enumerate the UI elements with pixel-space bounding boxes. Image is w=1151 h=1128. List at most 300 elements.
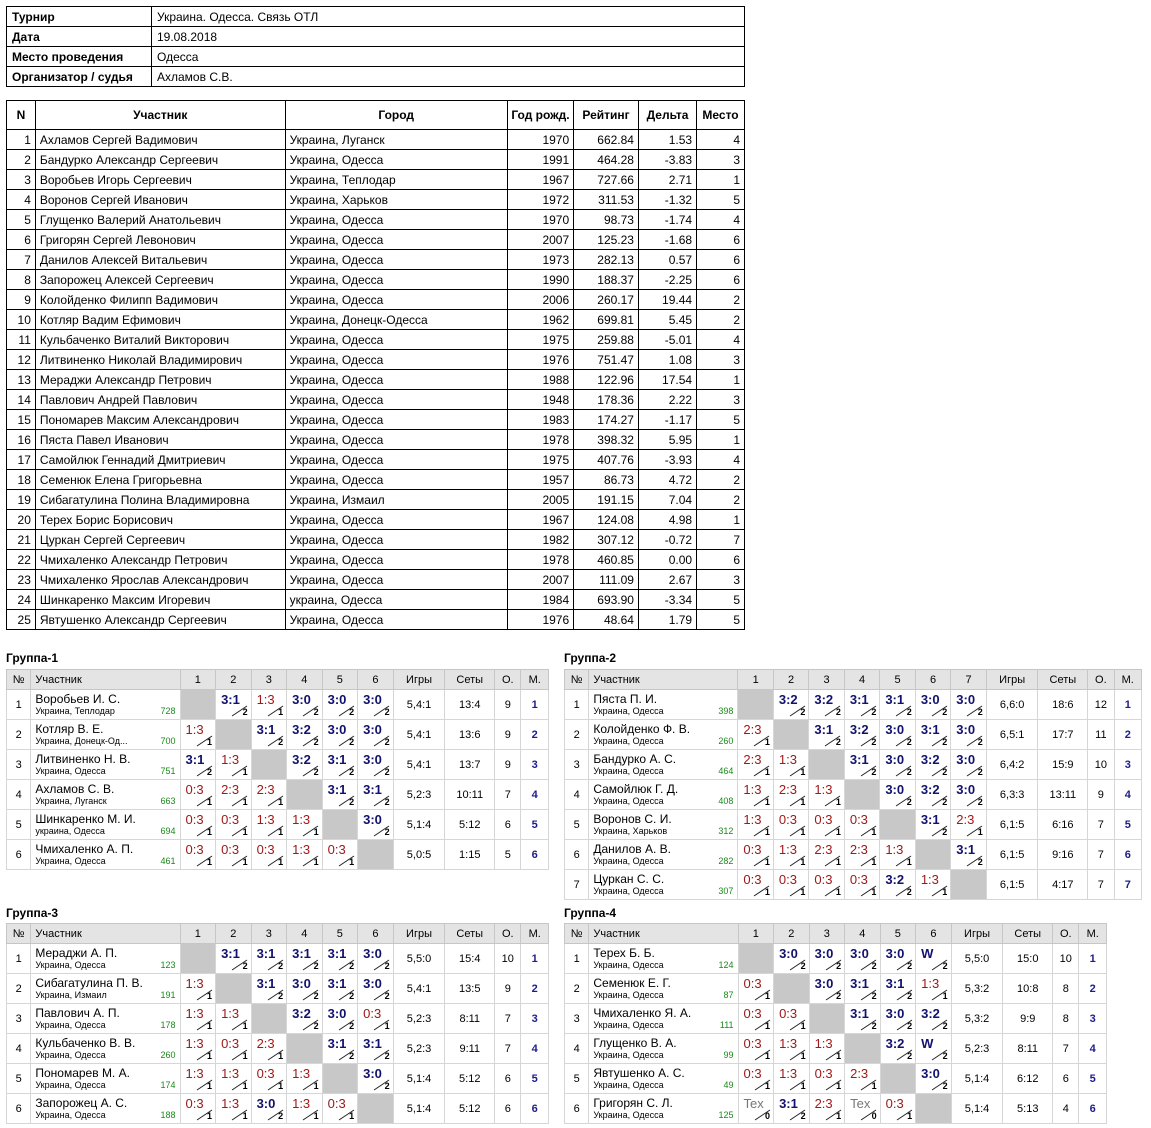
match-points: 2 xyxy=(907,961,913,971)
table-cell: Данилов Алексей Витальевич xyxy=(35,250,285,270)
table-cell: 25 xyxy=(7,610,36,630)
match-result-cell xyxy=(773,720,808,750)
table-cell: -0.72 xyxy=(638,530,696,550)
games-cell: 5,1:4 xyxy=(951,1064,1003,1094)
sets-cell: 4:17 xyxy=(1038,870,1088,900)
table-cell: Глущенко Валерий Анатольевич xyxy=(35,210,285,230)
player-rating: 260 xyxy=(718,736,734,746)
table-row xyxy=(7,370,745,390)
match-result-cell xyxy=(809,1004,845,1034)
table-cell: 3 xyxy=(697,390,745,410)
match-result-cell xyxy=(773,690,808,720)
games-cell: 5,4:1 xyxy=(393,974,445,1004)
table-cell: 260.17 xyxy=(574,290,639,310)
header-games: Игры xyxy=(393,924,445,944)
player-rating: 188 xyxy=(160,1110,176,1120)
points-cell: 10 xyxy=(1053,944,1079,974)
match-score: 0:3 xyxy=(256,1066,275,1081)
match-result-cell xyxy=(216,720,252,750)
match-score: 0:3 xyxy=(221,1036,240,1051)
table-cell: 6 xyxy=(697,550,745,570)
match-points: 2 xyxy=(907,991,913,1001)
match-score: 3:0 xyxy=(956,692,976,707)
match-result-cell xyxy=(180,720,216,750)
match-score: 3:1 xyxy=(363,1036,382,1051)
games-cell: 5,0:5 xyxy=(393,840,445,870)
player-name: Пяста П. И. xyxy=(593,692,658,706)
table-cell: 1983 xyxy=(507,410,573,430)
group-header-row xyxy=(565,924,1107,944)
row-num: 4 xyxy=(7,1034,31,1064)
table-cell: 1.53 xyxy=(638,130,696,150)
match-result-cell xyxy=(180,1004,216,1034)
match-result-cell xyxy=(216,974,252,1004)
header-opponent-1: 1 xyxy=(180,924,216,944)
match-result-cell xyxy=(844,810,879,840)
match-points: 2 xyxy=(384,991,390,1001)
table-cell: -1.68 xyxy=(638,230,696,250)
table-cell: Павлович Андрей Павлович xyxy=(35,390,285,410)
match-score: 3:1 xyxy=(885,692,905,707)
match-points: 2 xyxy=(313,1021,319,1031)
match-points: 2 xyxy=(942,1021,948,1031)
match-points: 2 xyxy=(349,767,355,777)
match-result-cell xyxy=(951,750,986,780)
match-score: 3:2 xyxy=(849,722,869,737)
table-cell: Украина, Теплодар xyxy=(285,170,507,190)
match-score: 0:3 xyxy=(778,872,797,887)
match-score: 1:3 xyxy=(920,872,939,887)
player-city: Украина, Одесса xyxy=(593,706,664,716)
games-cell: 6,6:0 xyxy=(986,690,1038,720)
table-cell: Бандурко Александр Сергеевич xyxy=(35,150,285,170)
match-score: 1:3 xyxy=(292,842,311,857)
table-row xyxy=(7,570,745,590)
header-opponent-5: 5 xyxy=(322,924,358,944)
table-cell: 11 xyxy=(7,330,36,350)
match-score: 3:1 xyxy=(256,976,276,991)
match-score: 3:1 xyxy=(920,722,940,737)
table-cell: 7 xyxy=(7,250,36,270)
match-result-cell xyxy=(880,1034,916,1064)
match-points: 1 xyxy=(242,1021,248,1031)
player-rating: 124 xyxy=(718,960,734,970)
match-result-cell xyxy=(322,690,358,720)
match-score: 0:3 xyxy=(221,842,240,857)
player-city: Украина, Одесса xyxy=(593,1110,664,1120)
sets-cell: 13:5 xyxy=(445,974,495,1004)
games-cell: 5,1:4 xyxy=(393,1064,445,1094)
group-row xyxy=(7,1094,549,1124)
player-name: Колойденко Ф. В. xyxy=(593,722,691,736)
match-score: 0:3 xyxy=(778,812,797,827)
place-cell: 7 xyxy=(1114,870,1141,900)
place-cell: 2 xyxy=(1079,974,1107,1004)
table-cell: 21 xyxy=(7,530,36,550)
match-result-cell xyxy=(322,1004,358,1034)
header-opponent-4: 4 xyxy=(844,670,879,690)
match-result-cell xyxy=(915,780,950,810)
match-result-cell xyxy=(287,1094,323,1124)
table-cell: 7.04 xyxy=(638,490,696,510)
match-result-cell xyxy=(773,810,808,840)
match-score: 2:3 xyxy=(256,782,275,797)
player-name: Данилов А. В. xyxy=(593,842,671,856)
table-cell: Пономарев Максим Александрович xyxy=(35,410,285,430)
group-row xyxy=(7,690,549,720)
player-rating: 307 xyxy=(718,886,734,896)
table-cell: 124.08 xyxy=(574,510,639,530)
match-points: 1 xyxy=(871,887,877,897)
match-result-cell xyxy=(916,1004,952,1034)
match-points: 1 xyxy=(207,737,213,747)
match-result-cell xyxy=(916,974,952,1004)
match-score: 2:3 xyxy=(743,722,762,737)
player-city: Украина, Одесса xyxy=(593,796,664,806)
match-result-cell xyxy=(916,1094,952,1124)
table-cell: 1967 xyxy=(507,510,573,530)
player-cell xyxy=(589,944,738,974)
table-cell: 307.12 xyxy=(574,530,639,550)
match-result-cell xyxy=(738,750,773,780)
player-name: Запорожец А. С. xyxy=(35,1096,128,1110)
match-result-cell xyxy=(880,840,915,870)
table-cell: 2 xyxy=(697,490,745,510)
group-row xyxy=(565,810,1142,840)
match-result-cell xyxy=(738,690,773,720)
table-row xyxy=(7,250,745,270)
match-result-cell xyxy=(844,780,879,810)
player-city: Украина, Одесса xyxy=(35,856,106,866)
match-result-cell xyxy=(845,1004,881,1034)
match-points: 2 xyxy=(871,737,877,747)
table-cell: 464.28 xyxy=(574,150,639,170)
table-cell: 1.79 xyxy=(638,610,696,630)
match-result-cell xyxy=(322,944,358,974)
table-cell: 1957 xyxy=(507,470,573,490)
player-cell xyxy=(31,1004,180,1034)
sets-cell: 9:11 xyxy=(445,1034,495,1064)
table-row xyxy=(7,170,745,190)
table-row xyxy=(7,610,745,630)
table-cell: 4.98 xyxy=(638,510,696,530)
column-header: Дельта xyxy=(638,101,696,130)
match-result-cell xyxy=(287,810,323,840)
match-points: 2 xyxy=(384,737,390,747)
group-title-4: Группа-4 xyxy=(564,906,617,920)
table-cell: 16 xyxy=(7,430,36,450)
table-cell: 17 xyxy=(7,450,36,470)
table-cell: 1975 xyxy=(507,450,573,470)
match-points: 2 xyxy=(313,961,319,971)
points-cell: 8 xyxy=(1053,1004,1079,1034)
row-num: 5 xyxy=(7,810,31,840)
column-header: Участник xyxy=(35,101,285,130)
match-score: 0:3 xyxy=(743,1066,762,1081)
match-score: 1:3 xyxy=(256,812,275,827)
table-cell: -1.32 xyxy=(638,190,696,210)
player-name: Самойлюк Г. Д. xyxy=(593,782,679,796)
header-games: Игры xyxy=(986,670,1038,690)
row-num: 3 xyxy=(7,750,31,780)
header-points: О. xyxy=(1053,924,1079,944)
match-points: 1 xyxy=(764,857,770,867)
match-score: 3:0 xyxy=(363,752,382,767)
match-result-cell xyxy=(951,840,986,870)
match-score: W xyxy=(921,1036,934,1051)
match-points: 2 xyxy=(349,737,355,747)
match-points: 1 xyxy=(836,1051,842,1061)
match-result-cell xyxy=(216,944,252,974)
table-cell: Украина, Одесса xyxy=(285,550,507,570)
table-cell: Чмихаленко Ярослав Александрович xyxy=(35,570,285,590)
player-cell xyxy=(31,944,180,974)
table-row xyxy=(7,210,745,230)
table-cell: 2 xyxy=(697,310,745,330)
match-score: 3:1 xyxy=(221,692,240,707)
match-result-cell xyxy=(809,974,845,1004)
row-num: 5 xyxy=(565,1064,589,1094)
table-cell: 3 xyxy=(697,150,745,170)
match-result-cell xyxy=(251,690,287,720)
place-cell: 3 xyxy=(521,750,549,780)
match-result-cell xyxy=(738,870,773,900)
sets-cell: 13:7 xyxy=(445,750,495,780)
match-score: 3:0 xyxy=(363,1066,382,1081)
match-score: 3:1 xyxy=(814,722,834,737)
place-cell: 6 xyxy=(1114,840,1141,870)
group-table-4 xyxy=(564,923,1107,1124)
match-score: 1:3 xyxy=(292,812,311,827)
match-points: 1 xyxy=(800,767,806,777)
match-points: 1 xyxy=(836,1081,842,1091)
match-result-cell xyxy=(951,870,986,900)
player-city: Украина, Одесса xyxy=(35,1110,106,1120)
row-num: 5 xyxy=(7,1064,31,1094)
player-cell xyxy=(589,974,738,1004)
table-cell: 125.23 xyxy=(574,230,639,250)
match-result-cell xyxy=(322,810,358,840)
player-cell xyxy=(589,810,738,840)
row-num: 2 xyxy=(7,974,31,1004)
info-value: Украина. Одесса. Связь ОТЛ xyxy=(152,7,745,27)
row-num: 4 xyxy=(7,780,31,810)
player-name: Пономарев М. А. xyxy=(35,1066,130,1080)
match-result-cell xyxy=(216,1094,252,1124)
match-score: 1:3 xyxy=(292,1066,311,1081)
header-opponent-2: 2 xyxy=(216,670,252,690)
match-points: 2 xyxy=(942,737,948,747)
games-cell: 5,1:4 xyxy=(393,810,445,840)
match-points: 2 xyxy=(242,961,248,971)
table-cell: 174.27 xyxy=(574,410,639,430)
match-score: Tex xyxy=(850,1096,871,1111)
header-opponent-1: 1 xyxy=(180,670,216,690)
match-result-cell xyxy=(809,870,844,900)
table-row xyxy=(7,530,745,550)
table-cell: 9 xyxy=(7,290,36,310)
table-cell: 48.64 xyxy=(574,610,639,630)
table-cell: 1962 xyxy=(507,310,573,330)
header-num: № xyxy=(565,670,589,690)
match-result-cell xyxy=(880,974,916,1004)
match-result-cell xyxy=(880,690,915,720)
table-cell: 2 xyxy=(7,150,36,170)
match-result-cell xyxy=(358,840,394,870)
match-score: 3:0 xyxy=(363,946,382,961)
match-score: 0:3 xyxy=(743,976,762,991)
points-cell: 9 xyxy=(495,690,521,720)
match-score: 3:2 xyxy=(814,692,834,707)
match-points: 2 xyxy=(384,797,390,807)
table-cell: 15 xyxy=(7,410,36,430)
table-cell: 1973 xyxy=(507,250,573,270)
match-score: 3:0 xyxy=(850,946,869,961)
player-name: Воронов С. И. xyxy=(593,812,672,826)
match-score: 1:3 xyxy=(221,1066,240,1081)
match-result-cell xyxy=(358,780,394,810)
player-rating: 191 xyxy=(160,990,176,1000)
match-points: 1 xyxy=(871,857,877,867)
table-cell: Явтушенко Александр Сергеевич xyxy=(35,610,285,630)
player-name: Котляр В. Е. xyxy=(35,722,104,736)
table-cell: 1976 xyxy=(507,350,573,370)
player-cell xyxy=(31,1064,180,1094)
place-cell: 2 xyxy=(1114,720,1141,750)
table-row xyxy=(7,310,745,330)
match-result-cell xyxy=(809,840,844,870)
group-row xyxy=(565,1064,1107,1094)
table-cell: 111.09 xyxy=(574,570,639,590)
match-result-cell xyxy=(809,750,844,780)
points-cell: 6 xyxy=(1053,1064,1079,1094)
match-result-cell xyxy=(774,1004,810,1034)
header-opponent-3: 3 xyxy=(809,924,845,944)
player-rating: 123 xyxy=(160,960,176,970)
match-score: 2:3 xyxy=(850,1066,869,1081)
table-cell: 2.67 xyxy=(638,570,696,590)
table-row xyxy=(7,490,745,510)
row-num: 3 xyxy=(7,1004,31,1034)
match-points: 1 xyxy=(313,857,319,867)
match-score: 0:3 xyxy=(743,1006,762,1021)
player-name: Мераджи А. П. xyxy=(35,946,118,960)
table-cell: -3.34 xyxy=(638,590,696,610)
match-points: 1 xyxy=(207,1111,213,1121)
table-cell: Кульбаченко Виталий Викторович xyxy=(35,330,285,350)
table-cell: Украина, Одесса xyxy=(285,330,507,350)
match-result-cell xyxy=(845,1094,881,1124)
match-points: 1 xyxy=(835,827,841,837)
match-result-cell xyxy=(180,840,216,870)
row-num: 5 xyxy=(565,810,589,840)
header-games: Игры xyxy=(393,670,445,690)
table-cell: 407.76 xyxy=(574,450,639,470)
match-score: 3:0 xyxy=(292,976,311,991)
match-points: 2 xyxy=(384,961,390,971)
player-rating: 312 xyxy=(718,826,734,836)
match-result-cell xyxy=(180,690,216,720)
match-result-cell xyxy=(738,944,774,974)
table-cell: 19.44 xyxy=(638,290,696,310)
match-points: 1 xyxy=(800,887,806,897)
match-points: 2 xyxy=(906,767,912,777)
table-cell: 4.72 xyxy=(638,470,696,490)
table-cell: 2 xyxy=(697,470,745,490)
group-header-row xyxy=(565,670,1142,690)
info-value: Одесса xyxy=(152,47,745,67)
player-cell xyxy=(589,870,738,900)
match-result-cell xyxy=(738,1064,774,1094)
match-points: 2 xyxy=(313,767,319,777)
match-result-cell xyxy=(774,944,810,974)
sets-cell: 15:4 xyxy=(445,944,495,974)
table-cell: Украина, Одесса xyxy=(285,610,507,630)
table-cell: Котляр Вадим Ефимович xyxy=(35,310,285,330)
table-cell: 8 xyxy=(7,270,36,290)
sets-cell: 15:9 xyxy=(1038,750,1088,780)
match-points: 2 xyxy=(313,991,319,1001)
match-result-cell xyxy=(915,720,950,750)
match-score: 1:3 xyxy=(185,1006,204,1021)
match-points: 2 xyxy=(907,1051,913,1061)
match-result-cell xyxy=(358,1034,394,1064)
player-name: Цуркан С. С. xyxy=(593,872,665,886)
sets-cell: 10:11 xyxy=(445,780,495,810)
info-row xyxy=(7,67,745,87)
table-cell: Украина, Одесса xyxy=(285,410,507,430)
match-score: 0:3 xyxy=(814,872,833,887)
info-label: Турнир xyxy=(7,7,152,27)
table-cell: 1 xyxy=(697,170,745,190)
table-cell: Сибагатулина Полина Владимировна xyxy=(35,490,285,510)
match-points: 1 xyxy=(242,857,248,867)
place-cell: 1 xyxy=(521,944,549,974)
match-score: 0:3 xyxy=(814,1066,833,1081)
player-cell xyxy=(31,720,180,750)
match-score: 0:3 xyxy=(221,812,240,827)
match-score: 1:3 xyxy=(779,1036,798,1051)
table-cell: 1972 xyxy=(507,190,573,210)
table-cell: Чмихаленко Александр Петрович xyxy=(35,550,285,570)
match-result-cell xyxy=(951,690,986,720)
place-cell: 4 xyxy=(521,1034,549,1064)
games-cell: 5,5:0 xyxy=(393,944,445,974)
table-cell: 17.54 xyxy=(638,370,696,390)
player-rating: 694 xyxy=(160,826,176,836)
match-points: 1 xyxy=(942,887,948,897)
group-row xyxy=(7,1004,549,1034)
table-cell: -3.93 xyxy=(638,450,696,470)
match-points: 2 xyxy=(384,707,390,717)
match-score: 3:0 xyxy=(814,976,834,991)
match-result-cell xyxy=(738,1094,774,1124)
table-cell: 188.37 xyxy=(574,270,639,290)
table-cell: 2007 xyxy=(507,570,573,590)
table-cell: Украина, Одесса xyxy=(285,150,507,170)
table-cell: 20 xyxy=(7,510,36,530)
match-result-cell xyxy=(180,750,216,780)
points-cell: 12 xyxy=(1088,690,1114,720)
match-score: 1:3 xyxy=(185,1036,204,1051)
header-sets: Сеты xyxy=(445,924,495,944)
match-points: 1 xyxy=(800,797,806,807)
match-score: 2:3 xyxy=(256,1036,275,1051)
match-score: 3:0 xyxy=(921,1066,940,1081)
player-city: Украина, Одесса xyxy=(593,990,664,1000)
match-score: 0:3 xyxy=(849,872,868,887)
match-points: 2 xyxy=(384,827,390,837)
